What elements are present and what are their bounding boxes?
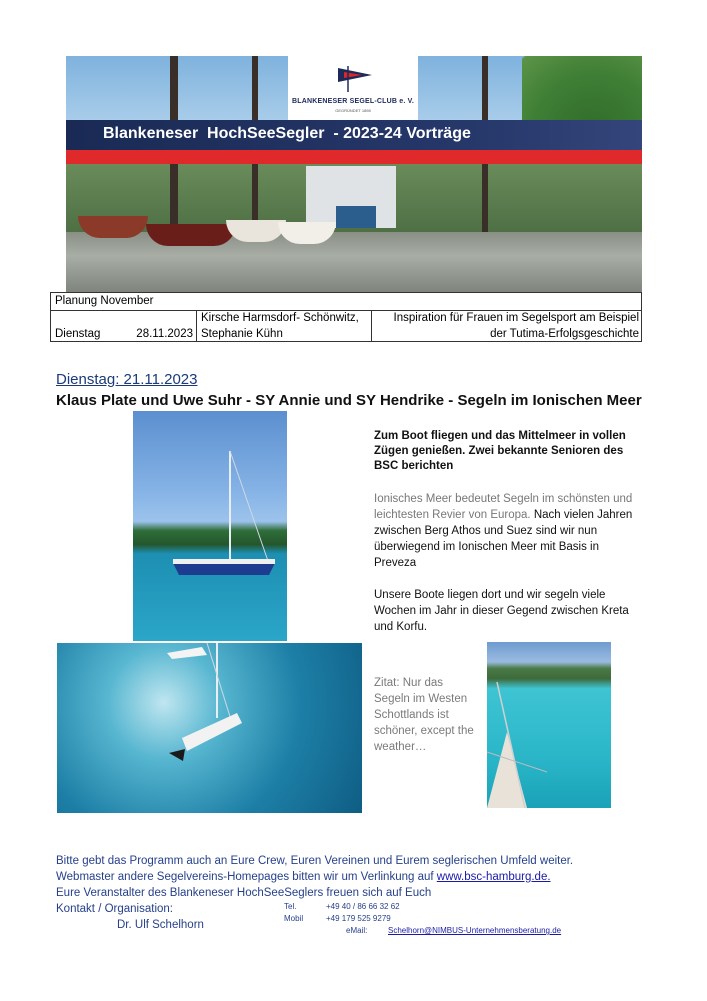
- contact-label: Kontakt / Organisation:: [56, 903, 173, 915]
- mobil-value: +49 179 525 9279: [326, 914, 391, 923]
- burgee-flag-icon: [338, 66, 372, 92]
- mobil-label: Mobil: [284, 914, 304, 923]
- tel-value: +49 40 / 86 66 32 62: [326, 902, 400, 911]
- planning-speakers-1: Kirsche Harmsdorf- Schönwitz,: [201, 312, 359, 324]
- planning-topic-2: der Tutima-Erfolgsgeschichte: [490, 328, 639, 340]
- club-name: BLANKENESER SEGEL-CLUB e. V.: [291, 98, 415, 105]
- planning-day: Dienstag: [55, 328, 101, 340]
- paragraph-gray-text: Ionisches Meer bedeutet Segeln im schönsten und leichtesten Revier von Europa.: [374, 493, 633, 521]
- table-divider: [196, 310, 197, 342]
- tel-label: Tel.: [284, 902, 297, 911]
- footer-webmaster-text: Webmaster andere Segelvereins-Homepages bitten wir um Verlinkung auf: [56, 871, 437, 883]
- harbour-water: [66, 232, 642, 292]
- club-founded: GEGRÜNDET 1898: [335, 108, 371, 113]
- boat: [146, 224, 236, 246]
- paragraph-text: Nach vielen Jahren zwischen Berg Athos und Suez sind wir nun überwiegend im Ionischen Meer mit Basis in Preveza: [374, 509, 633, 569]
- event-paragraph-2: Unsere Boote liegen dort und wir segeln viele Wochen im Jahr in dieser Gegend zwischen Kreta und Korfu.: [374, 589, 629, 633]
- table-divider: [371, 310, 372, 342]
- event-date: Dienstag: 21.11.2023: [56, 371, 198, 388]
- event-paragraph-1: [374, 491, 644, 571]
- red-stripe: [66, 150, 642, 164]
- club-website-link[interactable]: www.bsc-hamburg.de.: [436, 871, 551, 883]
- boat: [78, 216, 148, 238]
- email-label: eMail:: [346, 926, 368, 935]
- planning-table: [50, 292, 642, 342]
- footer-note-2: [56, 869, 551, 885]
- event-headline: Klaus Plate und Uwe Suhr - SY Annie und SY Hendrike - Segeln im Ionischen Meer: [56, 392, 642, 409]
- club-logo: [288, 56, 418, 122]
- contact-name: Dr. Ulf Schelhorn: [117, 919, 204, 931]
- email-value: [388, 926, 561, 935]
- planning-topic-1: Inspiration für Frauen im Segelsport am Beispiel: [393, 312, 639, 324]
- event-quote: Zitat: Nur das Segeln im Westen Schottlands ist schöner, except the weather…: [374, 677, 474, 753]
- page-title: Blankeneser HochSeeSegler - 2023-24 Vorträge: [103, 125, 471, 142]
- planning-date: 28.11.2023: [136, 328, 193, 340]
- title-bar: [66, 120, 642, 150]
- email-link[interactable]: Schelhorn@NIMBUS-Unternehmensberatung.de: [388, 926, 562, 935]
- boathouse-door: [336, 206, 376, 228]
- footer-note-3: Eure Veranstalter des Blankeneser HochSeeSeglers freuen sich auf Euch: [56, 887, 432, 899]
- event-intro: Zum Boot fliegen und das Mittelmeer in vollen Zügen genießen. Zwei bekannte Senioren des BSC berichten: [374, 430, 626, 472]
- header-banner: [66, 56, 642, 292]
- aerial-sailboat-photo: [57, 643, 362, 813]
- planning-speakers-2: Stephanie Kühn: [201, 328, 283, 340]
- bow-view-photo: [487, 642, 611, 808]
- footer-note-1: Bitte gebt das Programm auch an Eure Crew, Euren Vereinen und Eurem seglerischen Umfeld weiter.: [56, 855, 574, 867]
- planning-header: Planung November: [55, 295, 154, 307]
- sailboat-photo: [133, 411, 287, 641]
